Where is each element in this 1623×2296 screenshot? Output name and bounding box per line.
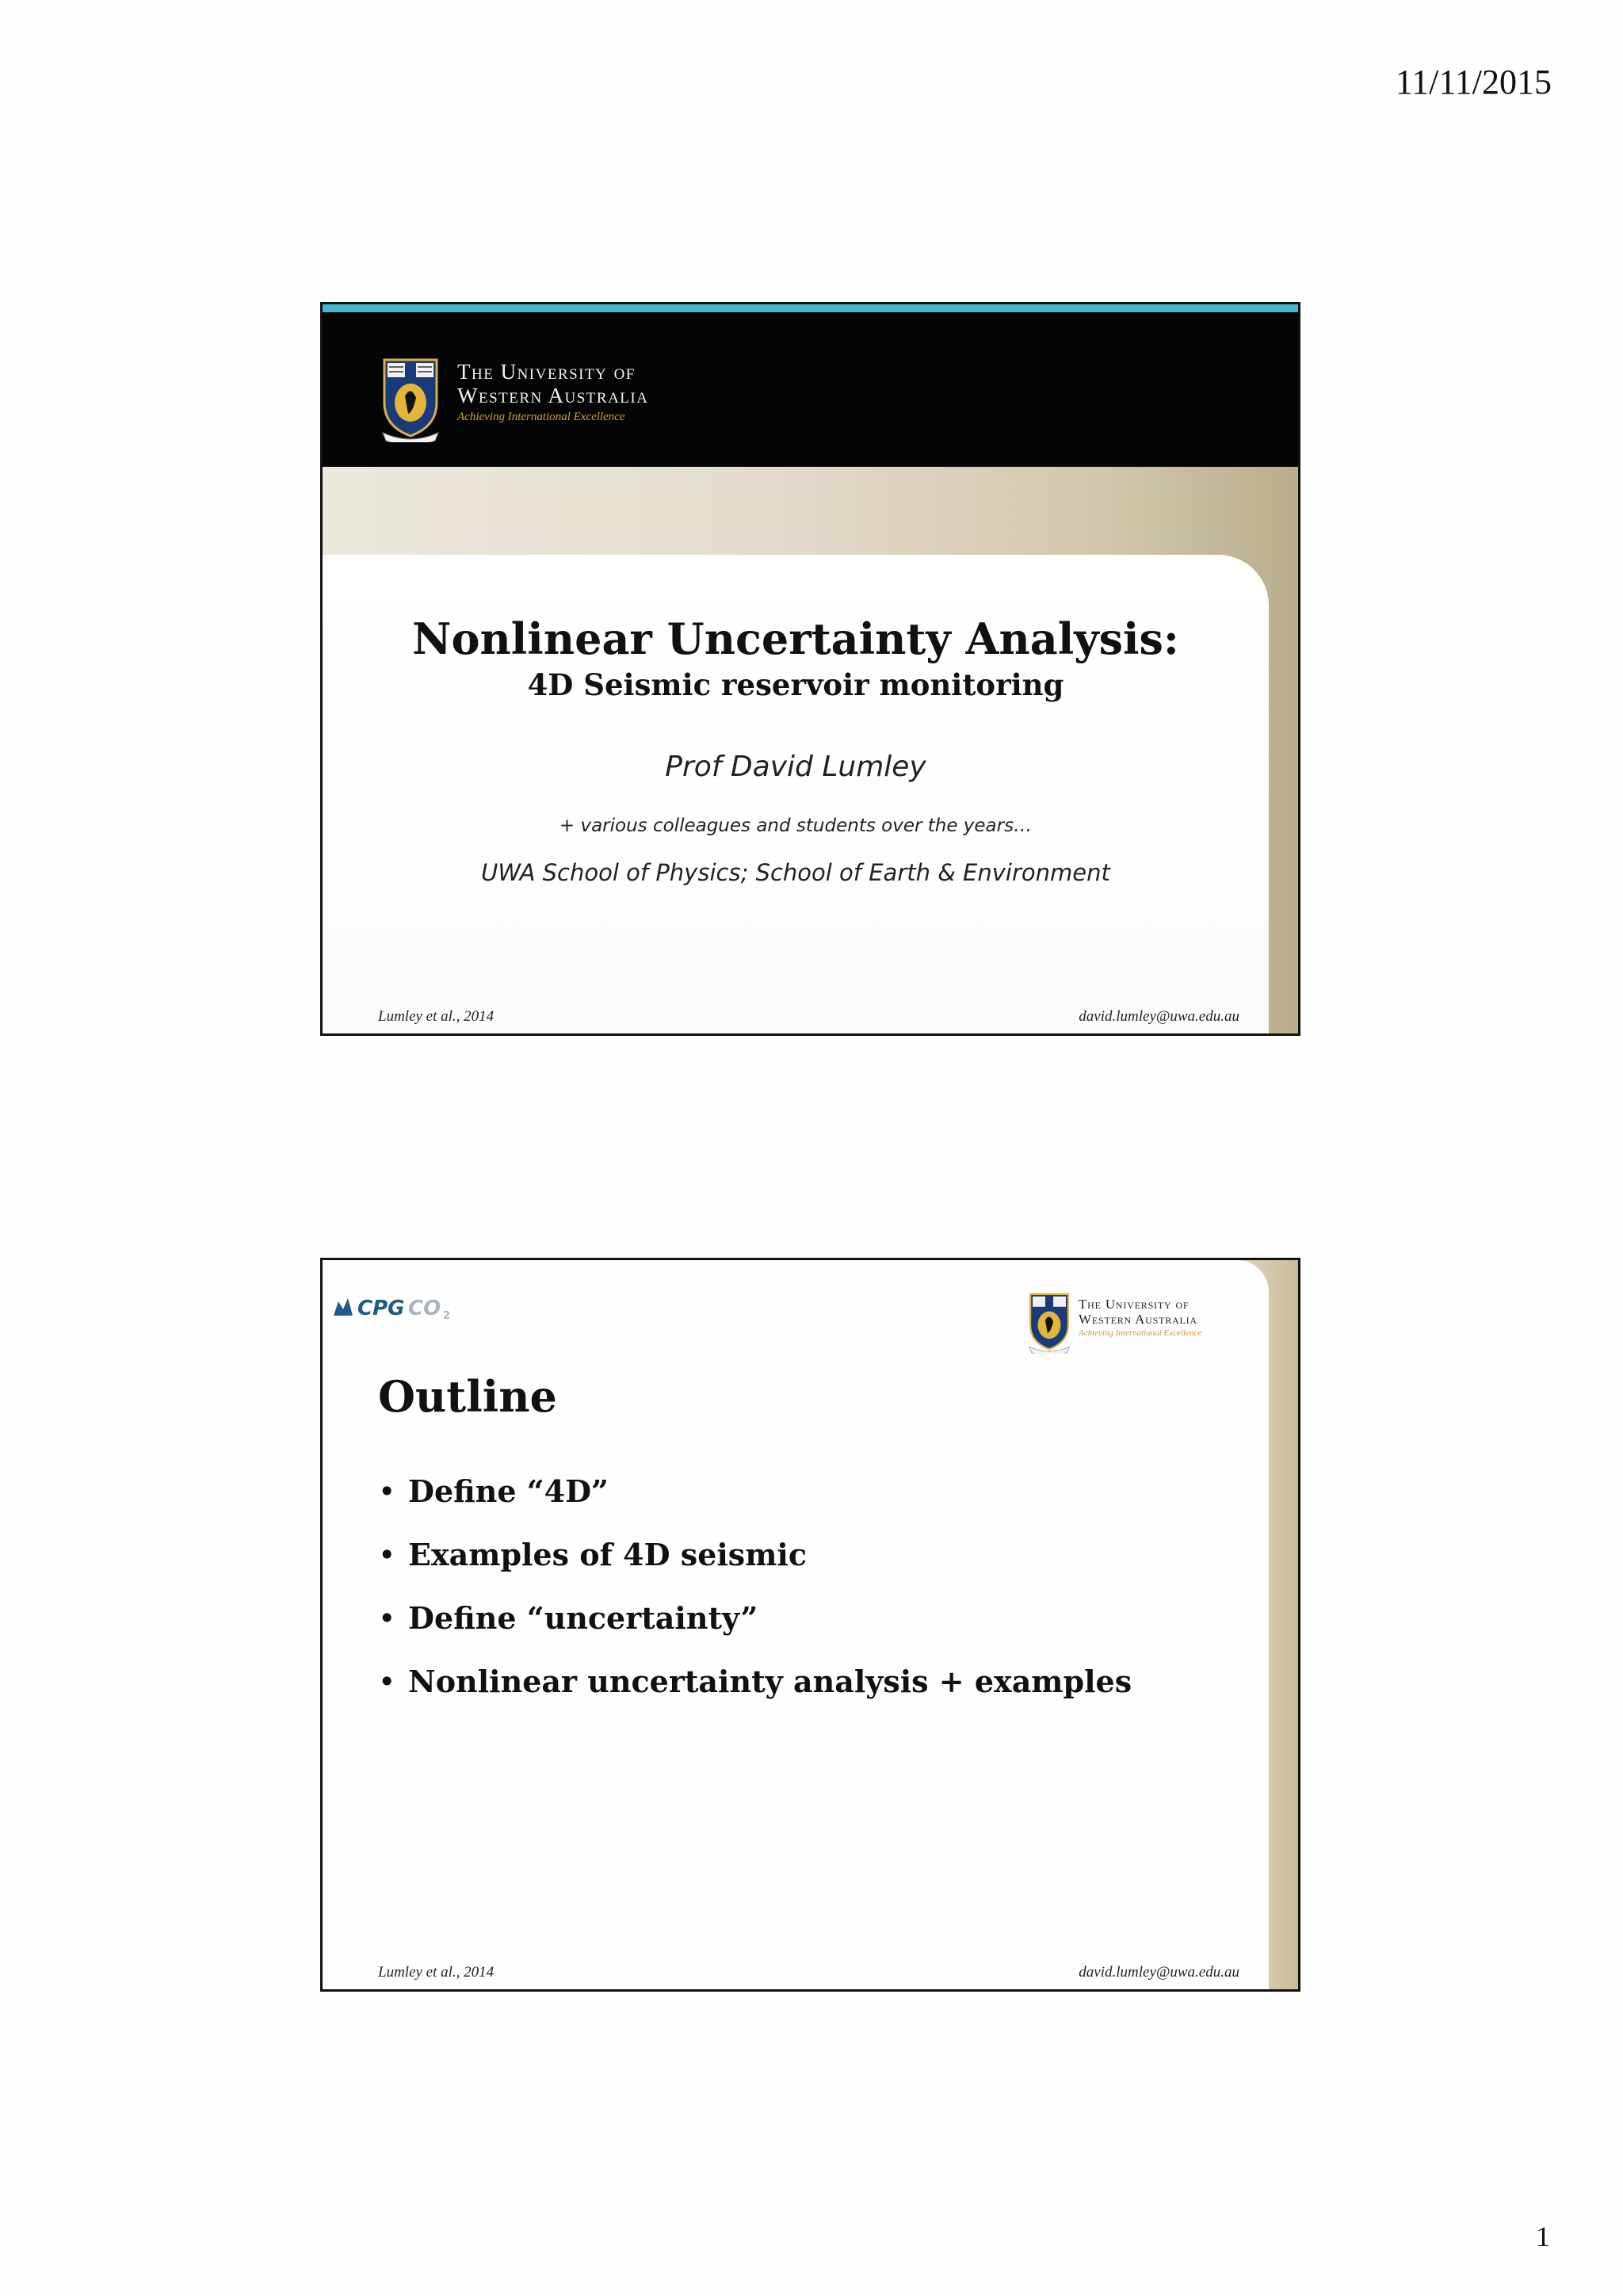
footer-citation: Lumley et al., 2014 — [378, 1964, 495, 1981]
uwa-tagline: Achieving International Excellence — [1079, 1328, 1202, 1338]
slide-header — [323, 312, 1298, 467]
title-slide — [320, 302, 1300, 1036]
bullet-icon: • — [378, 1538, 396, 1572]
page-number: 1 — [1536, 2221, 1550, 2252]
bullet-icon: • — [378, 1664, 396, 1699]
uwa-name-line1: The University of — [1079, 1297, 1190, 1312]
school-affiliation: UWA School of Physics; School of Earth & Environment — [481, 859, 1110, 886]
uwa-tagline: Achieving International Excellence — [457, 411, 625, 423]
outline-slide — [320, 1258, 1300, 1992]
footer-email: david.lumley@uwa.edu.au — [1079, 1964, 1239, 1981]
list-item-text: Nonlinear uncertainty analysis + examples — [408, 1664, 1132, 1699]
footer-email: david.lumley@uwa.edu.au — [1079, 1008, 1239, 1025]
list-item — [378, 1473, 1132, 1511]
footer-citation: Lumley et al., 2014 — [378, 1008, 495, 1025]
uwa-wordmark — [1079, 1297, 1201, 1338]
svg-text:CPG: CPG — [357, 1297, 405, 1320]
list-item — [378, 1536, 1132, 1574]
svg-text:CO: CO — [408, 1297, 441, 1320]
svg-text:2: 2 — [443, 1310, 451, 1320]
list-item — [378, 1599, 1132, 1637]
uwa-logo — [1026, 1292, 1236, 1354]
uwa-name-line1: The University of — [457, 360, 636, 384]
bullet-icon: • — [378, 1474, 396, 1509]
uwa-name-line2: Western Australia — [1079, 1312, 1197, 1327]
uwa-name-line2: Western Australia — [457, 384, 649, 407]
slide-subtitle: 4D Seismic reservoir monitoring — [527, 667, 1064, 702]
page-date: 11/11/2015 — [1395, 63, 1552, 101]
cpgco2-logo-icon — [332, 1292, 467, 1320]
slide-title: Nonlinear Uncertainty Analysis: — [412, 613, 1179, 664]
list-item — [378, 1663, 1132, 1701]
list-item-text: Define “4D” — [408, 1473, 609, 1509]
uwa-wordmark — [457, 360, 648, 424]
list-item-text: Examples of 4D seismic — [408, 1537, 807, 1572]
colleagues-note: + various colleagues and students over the years… — [559, 816, 1033, 836]
slide-heading: Outline — [378, 1371, 557, 1422]
list-item-text: Define “uncertainty” — [408, 1600, 758, 1636]
author-name: Prof David Lumley — [665, 751, 926, 783]
uwa-crest-icon — [1026, 1292, 1072, 1354]
bullet-icon: • — [378, 1601, 396, 1636]
accent-bar — [323, 304, 1298, 312]
uwa-crest-icon — [380, 357, 441, 442]
outline-list — [378, 1473, 1132, 1726]
